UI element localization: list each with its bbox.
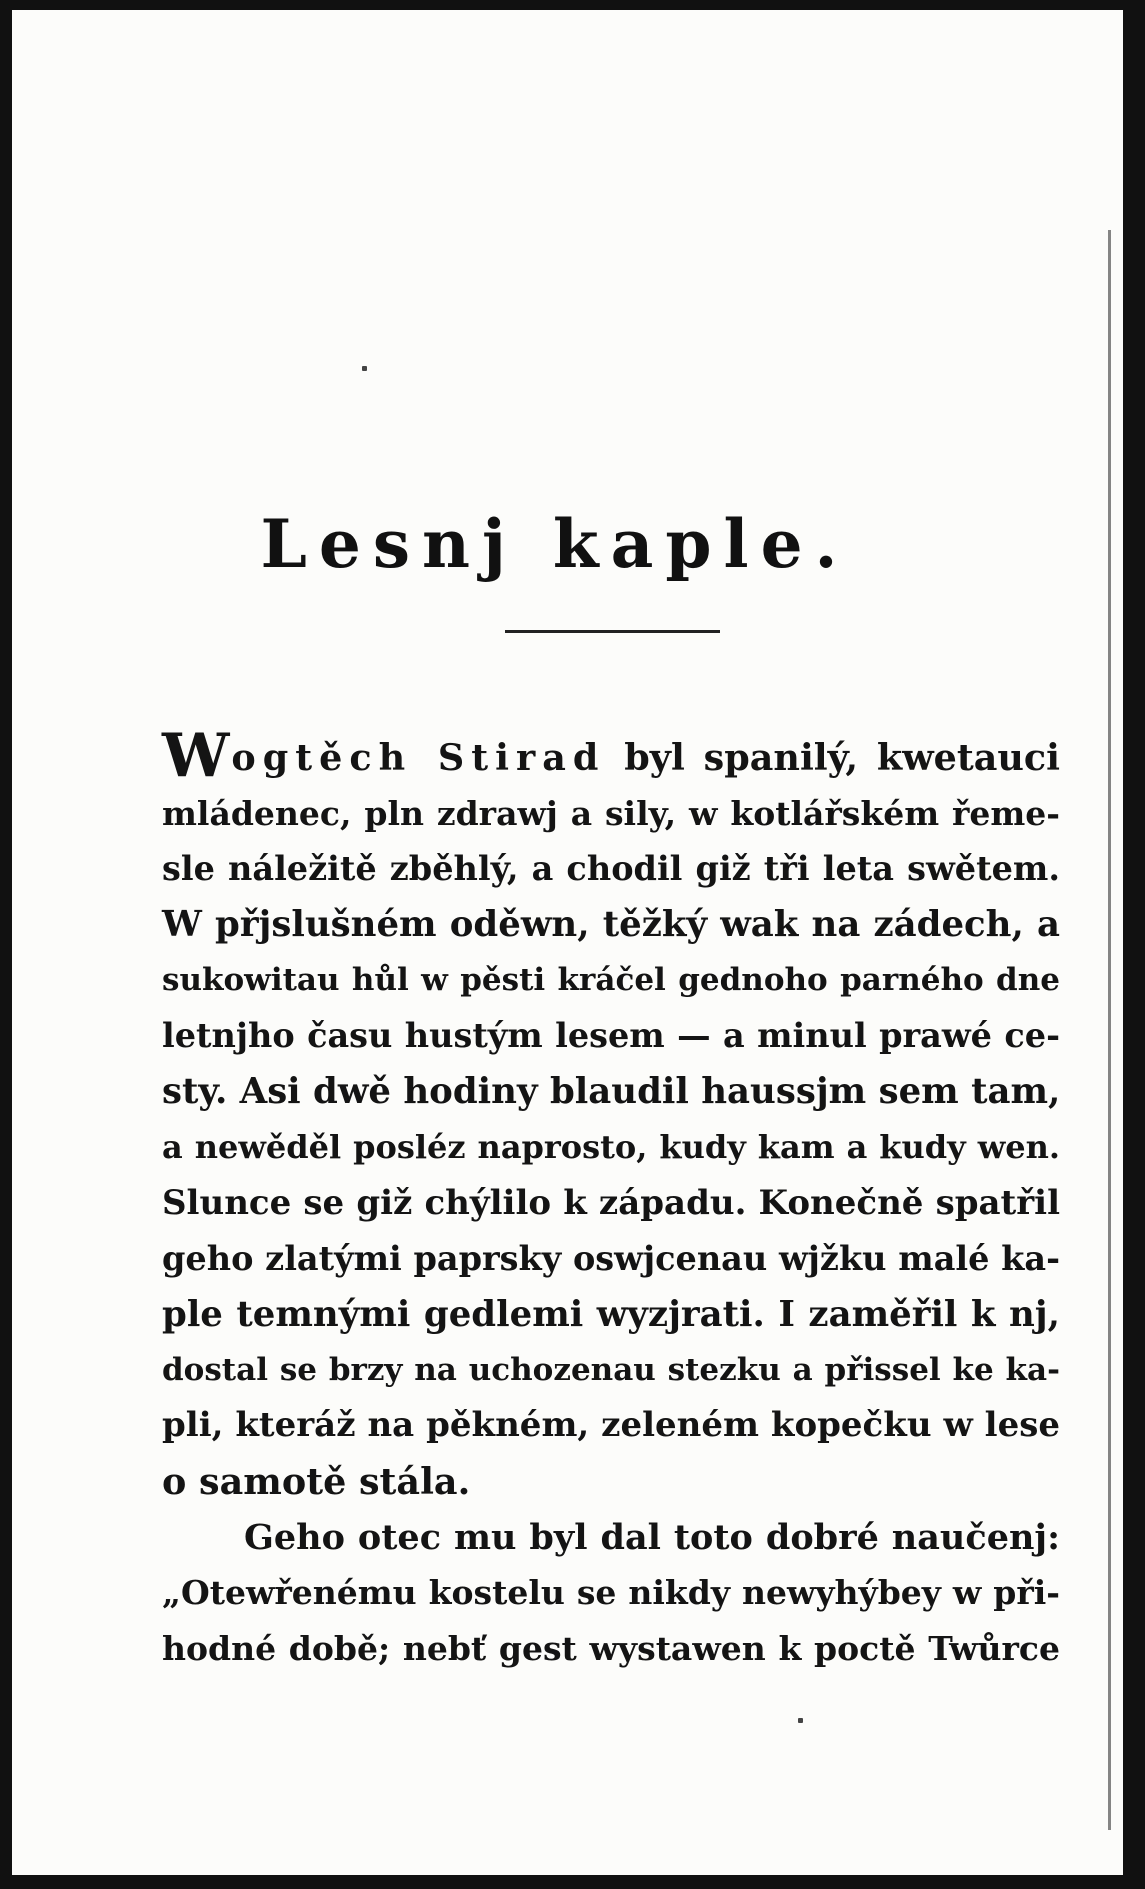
line-text: byl spanilý, kwetauci [605, 736, 1060, 779]
text-line: a newěděl posléz naprosto, kudy kam a kudy wen. [162, 1127, 1060, 1166]
text-line: sukowitau hůl w pěsti kráčel gednoho parného dne [162, 961, 1060, 998]
body-text [162, 721, 1061, 1677]
text-line: Geho otec mu byl dal toto dobré naučenj: [244, 1516, 1060, 1558]
page-inner-edge [1108, 230, 1111, 1830]
name-spaced: ogtěch Stirad [231, 736, 606, 779]
chapter-title: Lesnj kaple. [260, 505, 850, 583]
text-line: W přjslušném oděwn, těžký wak na zádech, a [162, 904, 1060, 946]
text-line: ple temnými gedlemi wyzjrati. I zaměřil k nj, [162, 1293, 1060, 1335]
text-line: letnjho času hustým lesem — a minul prawé ce- [162, 1016, 1060, 1056]
text-line: dostal se brzy na uchozenau stezku a přissel ke ka- [162, 1351, 1060, 1388]
title-rule [505, 630, 720, 633]
paper-speck [798, 1718, 803, 1723]
text-line: o samotě stála. [162, 1459, 471, 1503]
text-line: sle náležitě zběhlý, a chodil giž tři leta swětem. [162, 849, 1060, 889]
text-line: Slunce se giž chýlilo k západu. Konečně spatřil [162, 1182, 1060, 1223]
text-line: „Otewřenému kostelu se nikdy newyhýbey w při- [162, 1573, 1060, 1613]
text-line: sty. Asi dwě hodiny blaudil haussjm sem tam, [162, 1071, 1061, 1113]
text-line: hodné době; nebť gest wystawen k poctě Twůrce [162, 1629, 1060, 1668]
text-line: geho zlatými paprsky oswjcenau wjžku malé ka- [162, 1239, 1060, 1279]
text-line: pli, kteráž na pěkném, zeleném kopečku w lese [162, 1405, 1060, 1446]
text-line [162, 721, 1060, 791]
drop-cap: W [162, 721, 230, 791]
paper-speck [362, 366, 367, 371]
text-line: mládenec, pln zdrawj a sily, w kotlářském řeme- [162, 793, 1060, 833]
